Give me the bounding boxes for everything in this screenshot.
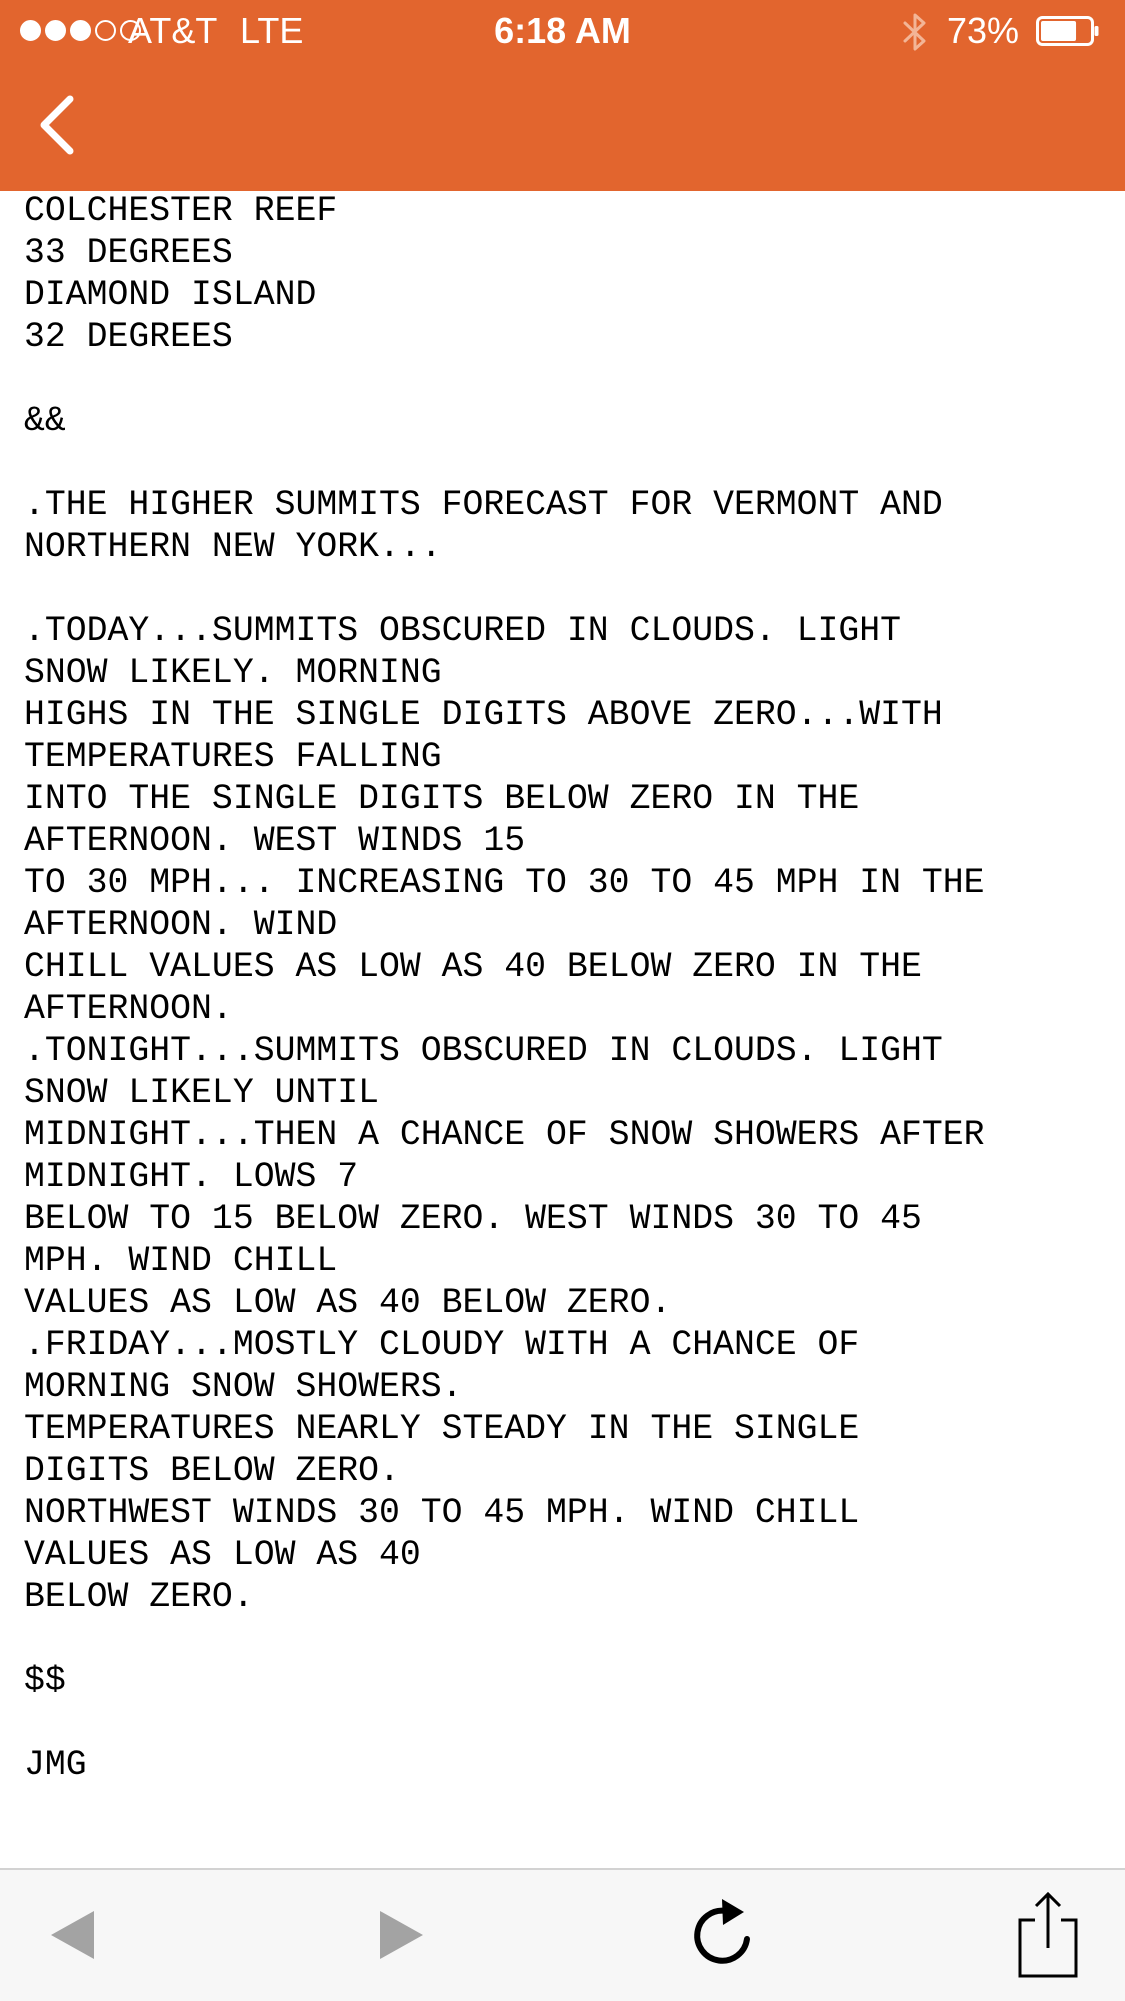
header-bar — [0, 0, 1125, 191]
network-type: LTE — [240, 10, 304, 51]
toolbar-reload-button[interactable] — [677, 1890, 767, 1980]
triangle-left-icon — [45, 1905, 105, 1965]
battery-percentage: 73% — [947, 10, 1020, 51]
toolbar-share-button[interactable] — [1003, 1890, 1093, 1980]
battery-icon — [1036, 16, 1100, 46]
bluetooth-icon — [902, 12, 928, 52]
chevron-left-icon — [30, 90, 90, 160]
reload-icon — [687, 1897, 757, 1973]
status-bar — [0, 0, 1125, 62]
forecast-text: COLCHESTER REEF 33 DEGREES DIAMOND ISLAND 32 DEGREES && .THE HIGHER SUMMITS FORECAST FOR VERMONT AND NORTHERN NEW YORK... .TODAY...SUMMITS OBSCURED IN CLOUDS. LIGHT SNOW LIKELY. MORNING HIGHS IN THE SINGLE DIGITS ABOVE ZERO...WITH TEMPERATURES FALLING INTO THE SINGLE DIGITS BELOW ZERO IN THE AFTERNOON. WEST WINDS 15 TO 30 MPH... INCREASING TO 30 TO 45 MPH IN THE AFTERNOON. WIND CHILL VALUES AS LOW AS 40 BELOW ZERO IN THE AFTERNOON. .TONIGHT...SUMMITS OBSCURED IN CLOUDS. LIGHT SNOW LIKELY UNTIL MIDNIGHT...THEN A CHANCE OF SNOW SHOWERS AFTER MIDNIGHT. LOWS 7 BELOW TO 15 BELOW ZERO. WEST WINDS 30 TO 45 MPH. WIND CHILL VALUES AS LOW AS 40 BELOW ZERO. .FRIDAY...MOSTLY CLOUDY WITH A CHANCE OF MORNING SNOW SHOWERS. TEMPERATURES NEARLY STEADY IN THE SINGLE DIGITS BELOW ZERO. NORTHWEST WINDS 30 TO 45 MPH. WIND CHILL VALUES AS LOW AS 40 BELOW ZERO. $$ JMG — [24, 192, 985, 1785]
clock: 6:18 AM — [494, 10, 631, 51]
toolbar-back-button[interactable] — [30, 1890, 120, 1980]
back-button[interactable] — [30, 90, 90, 160]
carrier-name: AT&T — [128, 10, 218, 51]
forecast-content[interactable] — [0, 191, 1125, 1868]
bottom-toolbar — [0, 1868, 1125, 2001]
share-icon — [1013, 1890, 1083, 1980]
toolbar-forward-button[interactable] — [354, 1890, 444, 1980]
triangle-right-icon — [369, 1905, 429, 1965]
